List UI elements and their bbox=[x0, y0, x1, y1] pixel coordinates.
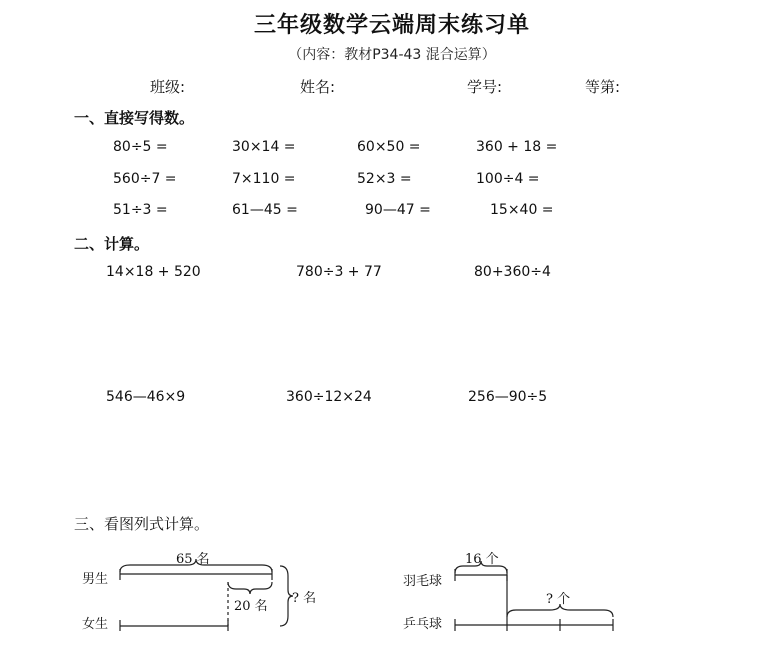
diagram2-pingpong-label: 乒乓球 bbox=[403, 617, 443, 632]
page-subtitle: （内容：教材P34-43 混合运算） bbox=[288, 47, 496, 63]
diagram2-count-label: 16 个 bbox=[465, 552, 499, 567]
oral-problem: 80÷5 = bbox=[113, 139, 168, 155]
diagram2-question-brace bbox=[507, 604, 613, 617]
diagram1-right-brace bbox=[280, 566, 293, 626]
diagram1-girls-label: 女生 bbox=[82, 617, 109, 632]
oral-problem: 51÷3 = bbox=[113, 202, 168, 218]
diagram1-question-label: ? 名 bbox=[292, 591, 317, 606]
calc-problem: 360÷12×24 bbox=[286, 389, 372, 405]
diagram1-diff-label: 20 名 bbox=[234, 599, 268, 614]
grade-label: 等第: bbox=[585, 78, 621, 96]
diagram2-badminton-label: 羽毛球 bbox=[403, 574, 443, 589]
oral-problem: 360 + 18 = bbox=[476, 139, 558, 155]
oral-problem: 7×110 = bbox=[232, 171, 296, 187]
oral-problem: 30×14 = bbox=[232, 139, 296, 155]
oral-problem: 60×50 = bbox=[357, 139, 421, 155]
diagram1-total-label: 65 名 bbox=[176, 552, 210, 567]
section-2-heading: 二、计算。 bbox=[74, 235, 150, 253]
oral-problem: 100÷4 = bbox=[476, 171, 540, 187]
diagram1-boys-label: 男生 bbox=[82, 572, 109, 587]
calc-problem: 14×18 + 520 bbox=[106, 264, 201, 280]
calc-problem: 80+360÷4 bbox=[474, 264, 551, 280]
section-3-heading: 三、看图列式计算。 bbox=[74, 515, 210, 533]
page-title: 三年级数学云端周末练习单 bbox=[253, 13, 530, 38]
student-id-label: 学号: bbox=[467, 78, 503, 96]
oral-problem: 90—47 = bbox=[365, 202, 431, 218]
oral-problem: 15×40 = bbox=[490, 202, 554, 218]
diagram1-top-brace bbox=[120, 559, 272, 572]
name-label: 姓名: bbox=[300, 78, 336, 96]
calc-problem: 780÷3 + 77 bbox=[296, 264, 382, 280]
diagram2-question-label: ? 个 bbox=[546, 592, 571, 607]
calc-problem: 256—90÷5 bbox=[468, 389, 548, 405]
oral-problem: 560÷7 = bbox=[113, 171, 177, 187]
calc-problem: 546—46×9 bbox=[106, 389, 186, 405]
section-1-heading: 一、直接写得数。 bbox=[74, 109, 195, 127]
oral-problem: 61—45 = bbox=[232, 202, 298, 218]
diagram2-top-brace bbox=[455, 561, 507, 573]
diagram1-diff-brace bbox=[228, 582, 272, 594]
oral-problem: 52×3 = bbox=[357, 171, 412, 187]
class-label: 班级: bbox=[150, 78, 186, 96]
